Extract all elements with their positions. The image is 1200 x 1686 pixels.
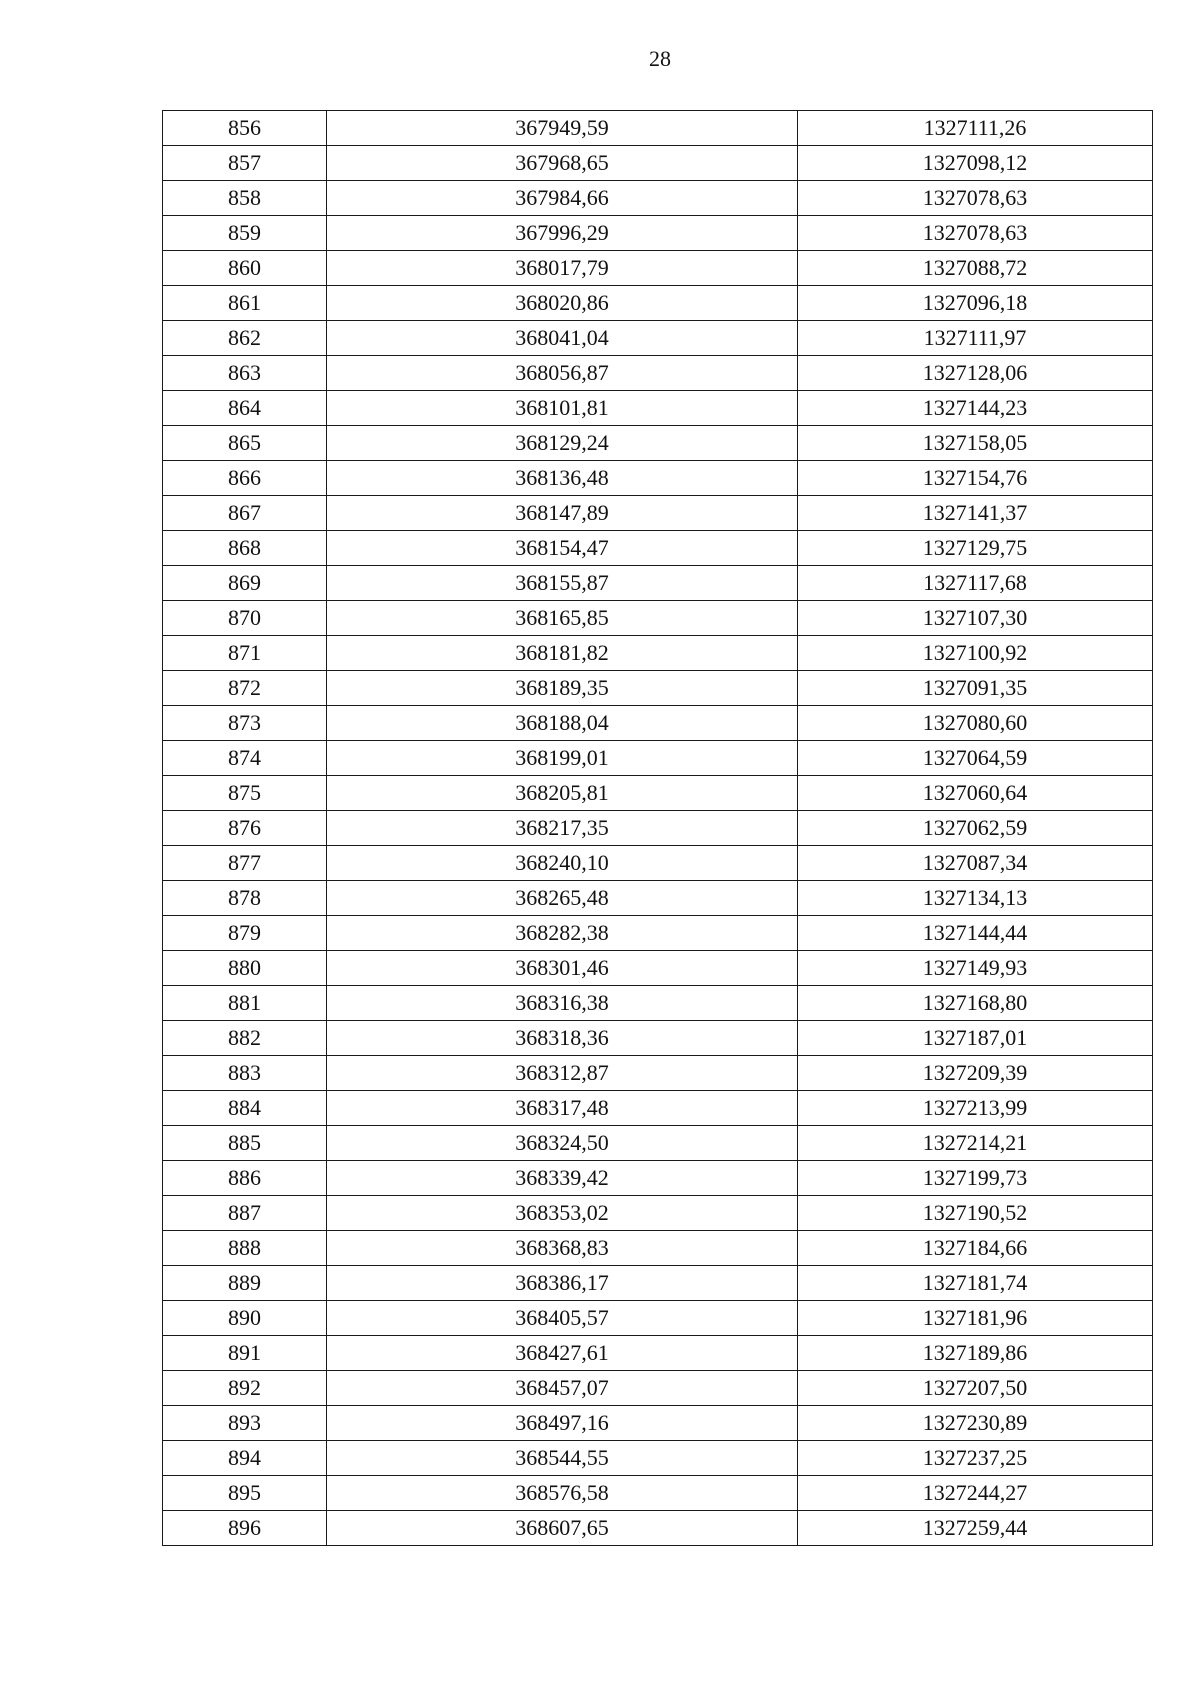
y-coordinate-cell: 1327128,06 bbox=[798, 356, 1153, 391]
point-number-cell: 860 bbox=[163, 251, 327, 286]
coordinates-table-body bbox=[163, 111, 1153, 1546]
table-row bbox=[163, 146, 1153, 181]
y-coordinate-cell: 1327144,23 bbox=[798, 391, 1153, 426]
x-coordinate-cell: 368318,36 bbox=[327, 1021, 798, 1056]
table-row bbox=[163, 111, 1153, 146]
x-coordinate-cell: 368240,10 bbox=[327, 846, 798, 881]
x-coordinate-cell: 368405,57 bbox=[327, 1301, 798, 1336]
point-number-cell: 881 bbox=[163, 986, 327, 1021]
point-number-cell: 888 bbox=[163, 1231, 327, 1266]
x-coordinate-cell: 368136,48 bbox=[327, 461, 798, 496]
point-number-cell: 875 bbox=[163, 776, 327, 811]
x-coordinate-cell: 368607,65 bbox=[327, 1511, 798, 1546]
x-coordinate-cell: 368316,38 bbox=[327, 986, 798, 1021]
page-number: 28 bbox=[649, 46, 671, 71]
point-number-cell: 885 bbox=[163, 1126, 327, 1161]
x-coordinate-cell: 368101,81 bbox=[327, 391, 798, 426]
point-number-cell: 877 bbox=[163, 846, 327, 881]
x-coordinate-cell: 368155,87 bbox=[327, 566, 798, 601]
x-coordinate-cell: 368544,55 bbox=[327, 1441, 798, 1476]
table-row bbox=[163, 601, 1153, 636]
point-number-cell: 889 bbox=[163, 1266, 327, 1301]
point-number-cell: 858 bbox=[163, 181, 327, 216]
point-number-cell: 868 bbox=[163, 531, 327, 566]
point-number-cell: 890 bbox=[163, 1301, 327, 1336]
x-coordinate-cell: 368165,85 bbox=[327, 601, 798, 636]
table-row bbox=[163, 776, 1153, 811]
x-coordinate-cell: 368181,82 bbox=[327, 636, 798, 671]
coordinates-table bbox=[162, 110, 1153, 1546]
point-number-cell: 871 bbox=[163, 636, 327, 671]
x-coordinate-cell: 368576,58 bbox=[327, 1476, 798, 1511]
x-coordinate-cell: 368205,81 bbox=[327, 776, 798, 811]
point-number-cell: 872 bbox=[163, 671, 327, 706]
x-coordinate-cell: 368188,04 bbox=[327, 706, 798, 741]
y-coordinate-cell: 1327189,86 bbox=[798, 1336, 1153, 1371]
x-coordinate-cell: 368199,01 bbox=[327, 741, 798, 776]
x-coordinate-cell: 368386,17 bbox=[327, 1266, 798, 1301]
y-coordinate-cell: 1327078,63 bbox=[798, 216, 1153, 251]
x-coordinate-cell: 368041,04 bbox=[327, 321, 798, 356]
table-row bbox=[163, 391, 1153, 426]
x-coordinate-cell: 368020,86 bbox=[327, 286, 798, 321]
y-coordinate-cell: 1327088,72 bbox=[798, 251, 1153, 286]
table-row bbox=[163, 1126, 1153, 1161]
point-number-cell: 859 bbox=[163, 216, 327, 251]
point-number-cell: 874 bbox=[163, 741, 327, 776]
table-row bbox=[163, 636, 1153, 671]
y-coordinate-cell: 1327141,37 bbox=[798, 496, 1153, 531]
y-coordinate-cell: 1327111,97 bbox=[798, 321, 1153, 356]
x-coordinate-cell: 368324,50 bbox=[327, 1126, 798, 1161]
point-number-cell: 873 bbox=[163, 706, 327, 741]
y-coordinate-cell: 1327080,60 bbox=[798, 706, 1153, 741]
y-coordinate-cell: 1327107,30 bbox=[798, 601, 1153, 636]
y-coordinate-cell: 1327062,59 bbox=[798, 811, 1153, 846]
y-coordinate-cell: 1327100,92 bbox=[798, 636, 1153, 671]
table-row bbox=[163, 741, 1153, 776]
y-coordinate-cell: 1327087,34 bbox=[798, 846, 1153, 881]
x-coordinate-cell: 368056,87 bbox=[327, 356, 798, 391]
x-coordinate-cell: 368368,83 bbox=[327, 1231, 798, 1266]
y-coordinate-cell: 1327060,64 bbox=[798, 776, 1153, 811]
y-coordinate-cell: 1327187,01 bbox=[798, 1021, 1153, 1056]
point-number-cell: 863 bbox=[163, 356, 327, 391]
table-row bbox=[163, 1161, 1153, 1196]
y-coordinate-cell: 1327149,93 bbox=[798, 951, 1153, 986]
x-coordinate-cell: 368217,35 bbox=[327, 811, 798, 846]
point-number-cell: 865 bbox=[163, 426, 327, 461]
point-number-cell: 866 bbox=[163, 461, 327, 496]
table-row bbox=[163, 846, 1153, 881]
x-coordinate-cell: 368265,48 bbox=[327, 881, 798, 916]
y-coordinate-cell: 1327091,35 bbox=[798, 671, 1153, 706]
table-row bbox=[163, 251, 1153, 286]
point-number-cell: 879 bbox=[163, 916, 327, 951]
table-row bbox=[163, 356, 1153, 391]
point-number-cell: 892 bbox=[163, 1371, 327, 1406]
table-row bbox=[163, 1441, 1153, 1476]
y-coordinate-cell: 1327244,27 bbox=[798, 1476, 1153, 1511]
point-number-cell: 862 bbox=[163, 321, 327, 356]
table-row bbox=[163, 181, 1153, 216]
x-coordinate-cell: 367968,65 bbox=[327, 146, 798, 181]
y-coordinate-cell: 1327209,39 bbox=[798, 1056, 1153, 1091]
table-row bbox=[163, 1336, 1153, 1371]
table-row bbox=[163, 1371, 1153, 1406]
point-number-cell: 861 bbox=[163, 286, 327, 321]
y-coordinate-cell: 1327158,05 bbox=[798, 426, 1153, 461]
y-coordinate-cell: 1327117,68 bbox=[798, 566, 1153, 601]
x-coordinate-cell: 368457,07 bbox=[327, 1371, 798, 1406]
point-number-cell: 895 bbox=[163, 1476, 327, 1511]
x-coordinate-cell: 368353,02 bbox=[327, 1196, 798, 1231]
table-row bbox=[163, 811, 1153, 846]
x-coordinate-cell: 367949,59 bbox=[327, 111, 798, 146]
table-row bbox=[163, 531, 1153, 566]
x-coordinate-cell: 368339,42 bbox=[327, 1161, 798, 1196]
y-coordinate-cell: 1327230,89 bbox=[798, 1406, 1153, 1441]
y-coordinate-cell: 1327184,66 bbox=[798, 1231, 1153, 1266]
point-number-cell: 894 bbox=[163, 1441, 327, 1476]
point-number-cell: 870 bbox=[163, 601, 327, 636]
table-row bbox=[163, 671, 1153, 706]
point-number-cell: 891 bbox=[163, 1336, 327, 1371]
point-number-cell: 887 bbox=[163, 1196, 327, 1231]
x-coordinate-cell: 368129,24 bbox=[327, 426, 798, 461]
y-coordinate-cell: 1327096,18 bbox=[798, 286, 1153, 321]
point-number-cell: 869 bbox=[163, 566, 327, 601]
y-coordinate-cell: 1327237,25 bbox=[798, 1441, 1153, 1476]
point-number-cell: 893 bbox=[163, 1406, 327, 1441]
table-row bbox=[163, 496, 1153, 531]
table-row bbox=[163, 566, 1153, 601]
x-coordinate-cell: 368154,47 bbox=[327, 531, 798, 566]
point-number-cell: 857 bbox=[163, 146, 327, 181]
x-coordinate-cell: 368189,35 bbox=[327, 671, 798, 706]
y-coordinate-cell: 1327207,50 bbox=[798, 1371, 1153, 1406]
point-number-cell: 856 bbox=[163, 111, 327, 146]
point-number-cell: 880 bbox=[163, 951, 327, 986]
table-row bbox=[163, 1231, 1153, 1266]
table-row bbox=[163, 1476, 1153, 1511]
table-row bbox=[163, 321, 1153, 356]
x-coordinate-cell: 368312,87 bbox=[327, 1056, 798, 1091]
y-coordinate-cell: 1327190,52 bbox=[798, 1196, 1153, 1231]
y-coordinate-cell: 1327259,44 bbox=[798, 1511, 1153, 1546]
x-coordinate-cell: 368017,79 bbox=[327, 251, 798, 286]
y-coordinate-cell: 1327181,74 bbox=[798, 1266, 1153, 1301]
y-coordinate-cell: 1327214,21 bbox=[798, 1126, 1153, 1161]
point-number-cell: 878 bbox=[163, 881, 327, 916]
table-row bbox=[163, 1406, 1153, 1441]
y-coordinate-cell: 1327078,63 bbox=[798, 181, 1153, 216]
table-row bbox=[163, 426, 1153, 461]
table-row bbox=[163, 1511, 1153, 1546]
y-coordinate-cell: 1327213,99 bbox=[798, 1091, 1153, 1126]
x-coordinate-cell: 367984,66 bbox=[327, 181, 798, 216]
y-coordinate-cell: 1327064,59 bbox=[798, 741, 1153, 776]
x-coordinate-cell: 368497,16 bbox=[327, 1406, 798, 1441]
point-number-cell: 864 bbox=[163, 391, 327, 426]
table-row bbox=[163, 1056, 1153, 1091]
table-row bbox=[163, 1021, 1153, 1056]
point-number-cell: 882 bbox=[163, 1021, 327, 1056]
y-coordinate-cell: 1327144,44 bbox=[798, 916, 1153, 951]
table-row bbox=[163, 286, 1153, 321]
table-row bbox=[163, 706, 1153, 741]
y-coordinate-cell: 1327098,12 bbox=[798, 146, 1153, 181]
table-row bbox=[163, 1266, 1153, 1301]
y-coordinate-cell: 1327154,76 bbox=[798, 461, 1153, 496]
point-number-cell: 896 bbox=[163, 1511, 327, 1546]
point-number-cell: 886 bbox=[163, 1161, 327, 1196]
table-row bbox=[163, 881, 1153, 916]
table-row bbox=[163, 1091, 1153, 1126]
y-coordinate-cell: 1327134,13 bbox=[798, 881, 1153, 916]
x-coordinate-cell: 368147,89 bbox=[327, 496, 798, 531]
table-row bbox=[163, 951, 1153, 986]
x-coordinate-cell: 367996,29 bbox=[327, 216, 798, 251]
table-row bbox=[163, 1301, 1153, 1336]
y-coordinate-cell: 1327129,75 bbox=[798, 531, 1153, 566]
x-coordinate-cell: 368301,46 bbox=[327, 951, 798, 986]
y-coordinate-cell: 1327199,73 bbox=[798, 1161, 1153, 1196]
x-coordinate-cell: 368317,48 bbox=[327, 1091, 798, 1126]
point-number-cell: 876 bbox=[163, 811, 327, 846]
point-number-cell: 867 bbox=[163, 496, 327, 531]
table-row bbox=[163, 916, 1153, 951]
point-number-cell: 884 bbox=[163, 1091, 327, 1126]
y-coordinate-cell: 1327181,96 bbox=[798, 1301, 1153, 1336]
x-coordinate-cell: 368282,38 bbox=[327, 916, 798, 951]
table-row bbox=[163, 461, 1153, 496]
point-number-cell: 883 bbox=[163, 1056, 327, 1091]
x-coordinate-cell: 368427,61 bbox=[327, 1336, 798, 1371]
y-coordinate-cell: 1327168,80 bbox=[798, 986, 1153, 1021]
table-row bbox=[163, 216, 1153, 251]
table-row bbox=[163, 1196, 1153, 1231]
y-coordinate-cell: 1327111,26 bbox=[798, 111, 1153, 146]
table-row bbox=[163, 986, 1153, 1021]
